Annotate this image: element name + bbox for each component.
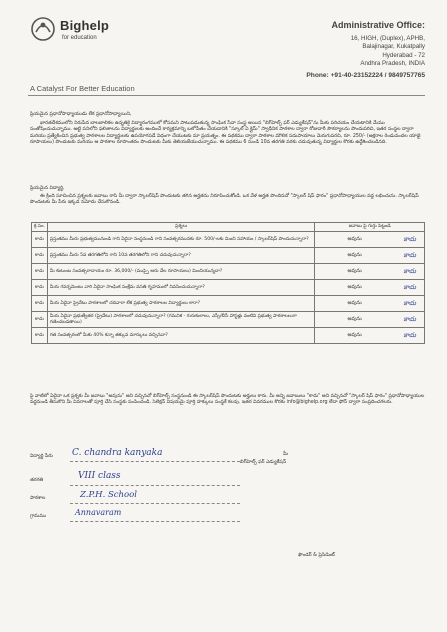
handwritten-no-mark: కాదు	[403, 298, 416, 307]
place-label: గ్రామము	[30, 514, 47, 519]
question-text: ప్రస్తుతము మీరు ప్రభుత్వమునుండి గాని ఏదైనా సంస్థనుండి గాని సంవత్సరమునకు రూ. 500/-లకు మించి సహాయం / స్కాలర్‌షిప్ పొందుచున్నారా?	[47, 232, 315, 248]
question-text: ప్రస్తుతము మీరు 5వ తరగతిలోని గాని 10వ తరగతిలోని గాని చదువుచున్నారా?	[47, 248, 315, 264]
handwritten-no-mark: కాదు	[403, 330, 416, 339]
bighelp-logo-icon	[30, 16, 56, 42]
logo	[30, 14, 170, 74]
answer-no-option[interactable]	[404, 251, 416, 261]
header-divider	[28, 95, 425, 96]
salutation: ప్రియమైన ప్రధానోపాధ్యాయుడు లేక ప్రధానోపాధ్యాయిని,	[30, 112, 132, 117]
handwritten-no-mark: కాదు	[403, 266, 416, 275]
answer-no-option[interactable]	[404, 235, 416, 245]
answer-no-option[interactable]	[404, 331, 416, 341]
question-text: మీ కుటుంబ సంవత్సరాదాయం రూ. 36,000/- (ముప్పై ఆరు వేల రూపాయలు) మించియున్నదా?	[47, 264, 315, 280]
place-line	[70, 521, 240, 522]
answer-yes-option[interactable]: అవును	[347, 284, 362, 291]
answer-cell	[315, 328, 425, 344]
table-row	[32, 296, 425, 312]
handwritten-no-mark: కాదు	[403, 234, 416, 243]
table-row	[32, 328, 425, 344]
school-value[interactable]: Z.P.H. School	[80, 490, 137, 500]
office-phone: Phone: +91-40-23152224 / 9849757765	[306, 71, 425, 79]
brand-subtitle: for education	[62, 35, 97, 41]
brand-name: Bighelp	[60, 18, 110, 33]
answer-yes-option[interactable]: అవును	[347, 300, 362, 307]
table-row	[32, 232, 425, 248]
student-greeting: ప్రియమైన విద్యార్థి,	[30, 186, 65, 191]
row-number: కాదు	[32, 296, 48, 312]
student-name-value[interactable]: C. chandra kanyaka	[72, 448, 163, 458]
col-header-no: క్ర.సం.	[32, 223, 48, 232]
eligibility-table	[31, 222, 425, 344]
instruction-paragraph: ఈ క్రింది సూచించిన ప్రశ్నలకు జవాబు రాసి మీ ద్వారా స్కాలర్‌షిప్ పొందుటకు తగిన అర్హతను నిరూపించుకోండి. ఒక వేళ అర్హత పొందినచో "స్కాలర్ షిప్ ఫారం" ప్రధానోపాధ్యాయుల వద్ద లభించును. స్కాలర్‌షిప్ పొందుటకు మీ పేరు ఇక్కడ నమోదు చేసుకొనండి.	[30, 194, 419, 206]
handwritten-no-mark: కాదు	[403, 314, 416, 323]
answer-yes-option[interactable]: అవును	[347, 252, 362, 259]
row-number: కాదు	[32, 232, 48, 248]
answer-yes-option[interactable]: అవును	[347, 236, 362, 243]
row-number: కాదు	[32, 264, 48, 280]
answer-cell	[315, 264, 425, 280]
answer-cell	[315, 280, 425, 296]
closing-word: మీ	[283, 452, 289, 457]
table-header-row	[32, 223, 425, 232]
handwritten-no-mark: కాదు	[403, 282, 416, 291]
table-row	[32, 248, 425, 264]
answer-no-option[interactable]	[404, 299, 416, 309]
answer-no-option[interactable]	[404, 315, 416, 325]
table-row	[32, 312, 425, 328]
school-line	[70, 503, 240, 504]
office-line: 16, HIGH, (Duplex), APHB,	[350, 35, 425, 42]
question-text: గత సంవత్సరంలో మీకు 40% కన్నా తక్కువ మార్కులు వచ్చినవా?	[47, 328, 315, 344]
answer-no-option[interactable]	[404, 283, 416, 293]
question-text: మీరు ఏదైనా ప్రైవేటు పాఠశాలలో చదివారా లేక ప్రభుత్వ పాఠశాలల విద్యార్థులు కారా?	[47, 296, 315, 312]
office-address	[205, 20, 425, 79]
question-text: మీరు ఏదైనా ప్రభుత్వేతర (ప్రైవేటు) పాఠశాలలో చదువుచున్నారా? (గమనిక - గురుకులాలు, ఎస్సీ/బీసీ హాస్టళ్లు వంటివి ప్రభుత్వ పాఠశాలలుగా గణించబడతాయి)	[47, 312, 315, 328]
col-header-answer: జవాబు పై గుర్తు పెట్టండి	[315, 223, 425, 232]
closing-paragraph: పై వాటిలో ఏదైనా ఒక ప్రశ్నకు మీ జవాబు "అవును" అని వచ్చినచో బిగ్‌హెల్ప్ సంస్థనుండి ఈ స్కాలర్‌షిప్ పొందుటకు అర్హులు కారు. మీ అన్ని జవాబులు "కాదు" అని వచ్చినచో "స్కాలర్ షిప్ ఫారం" ప్రధానోపాధ్యాయుల వద్దనుండి తీసుకొని మీ వివరాలతో పూర్తి చేసి సంస్థకు పంపించండి. సెలెక్షన్ విషయమై పూర్తి హక్కులు సంస్థకే కలవు. ఇతర వివరముల కొరకు info@bighelp.org లేదా ఫోన్ ద్వారా సంప్రదించగలరు.	[30, 394, 425, 406]
org-signature: బిగ్‌హెల్ప్ ఫర్ ఎడ్యుకేషన్	[240, 460, 287, 465]
class-value[interactable]: VIII class	[78, 471, 121, 481]
founder-title: ఫౌండర్ & ప్రెసిడెంట్	[298, 553, 335, 558]
answer-yes-option[interactable]: అవును	[347, 332, 362, 339]
row-number: కాదు	[32, 248, 48, 264]
answer-yes-option[interactable]: అవును	[347, 268, 362, 275]
col-header-question: ప్రశ్నలు	[47, 223, 315, 232]
answer-no-option[interactable]	[404, 267, 416, 277]
table-row	[32, 280, 425, 296]
office-line: Hyderabad - 72	[382, 51, 425, 59]
answer-cell	[315, 296, 425, 312]
class-label: తరగతి	[30, 478, 44, 483]
office-line: Andhra Pradesh, INDIA	[360, 60, 425, 68]
student-name-line	[70, 461, 240, 462]
answer-cell	[315, 248, 425, 264]
row-number: కాదు	[32, 312, 48, 328]
table-row	[32, 264, 425, 280]
office-title: Administrative Office:	[331, 20, 425, 30]
office-line: Balajinagar, Kukatpally	[362, 43, 425, 51]
row-number: కాదు	[32, 280, 48, 296]
answer-cell	[315, 312, 425, 328]
class-line	[70, 485, 240, 486]
handwritten-no-mark: కాదు	[403, 250, 416, 259]
tagline: A Catalyst For Better Education	[30, 84, 135, 93]
answer-yes-option[interactable]: అవును	[347, 316, 362, 323]
student-name-label: విద్యార్థి పేరు	[30, 454, 53, 459]
answer-cell	[315, 232, 425, 248]
school-label: పాఠశాల	[30, 496, 46, 501]
row-number: కాదు	[32, 328, 48, 344]
question-text: మీరు గవర్నమెంటు వారి ఏదైనా సాంఘిక సంక్షేమ వసతి గృహములో నివసించుచున్నారా?	[47, 280, 315, 296]
intro-paragraph: భారతదేశములోని నిరుపేద బాలబాలికల ఉన్నతికై విద్యారంగములో కోసమని పాటుపడుతున్న సాంఘిక సేవా సంస్థ అయిన "బిగ్‌హెల్ప్ ఫర్ ఎడ్యుకేషన్"ను మీకు పరిచయం చేయటానికి మేము సంతోషించుచున్నాము. అట్టి పనిలోని ఫలితాలను విద్యార్థులకు అందించే కార్యక్రమాన్ని బలోపేతం చేయడానికి "స్కూల్ ఏ క్లైమ్" స్వాధీనిక పాఠశాల ద్వారా రోజువారీ సౌకర్యాలను పొందుపరిచి, ఇతర సంస్థల ద్వారా మరియు ప్రత్యేకించిన ప్రభుత్వ పాఠశాలల విద్యార్థులకు ఉపయోగపడే విధంగా చేయుటకు మా ప్రయత్నం. ఈ పథకము ద్వారా పాఠశాల మౌలిక సదుపాయాలు మెరుగుపరచి, రూ. 250/- (అక్షరాల రెండువందల యాభై రూపాయలు) పొందుటకు మరియు ఆ పాఠశాల రూపాంతరం పొందుటకు మీకు తెలియజేయుచున్నాము. ఈ పథకము 6 నుండి 10వ తరగతి వరకు చదువుతున్న విద్యార్థుల కొరకు ఉద్దేశించబడినది.	[30, 121, 421, 146]
place-value[interactable]: Annavaram	[75, 508, 122, 517]
